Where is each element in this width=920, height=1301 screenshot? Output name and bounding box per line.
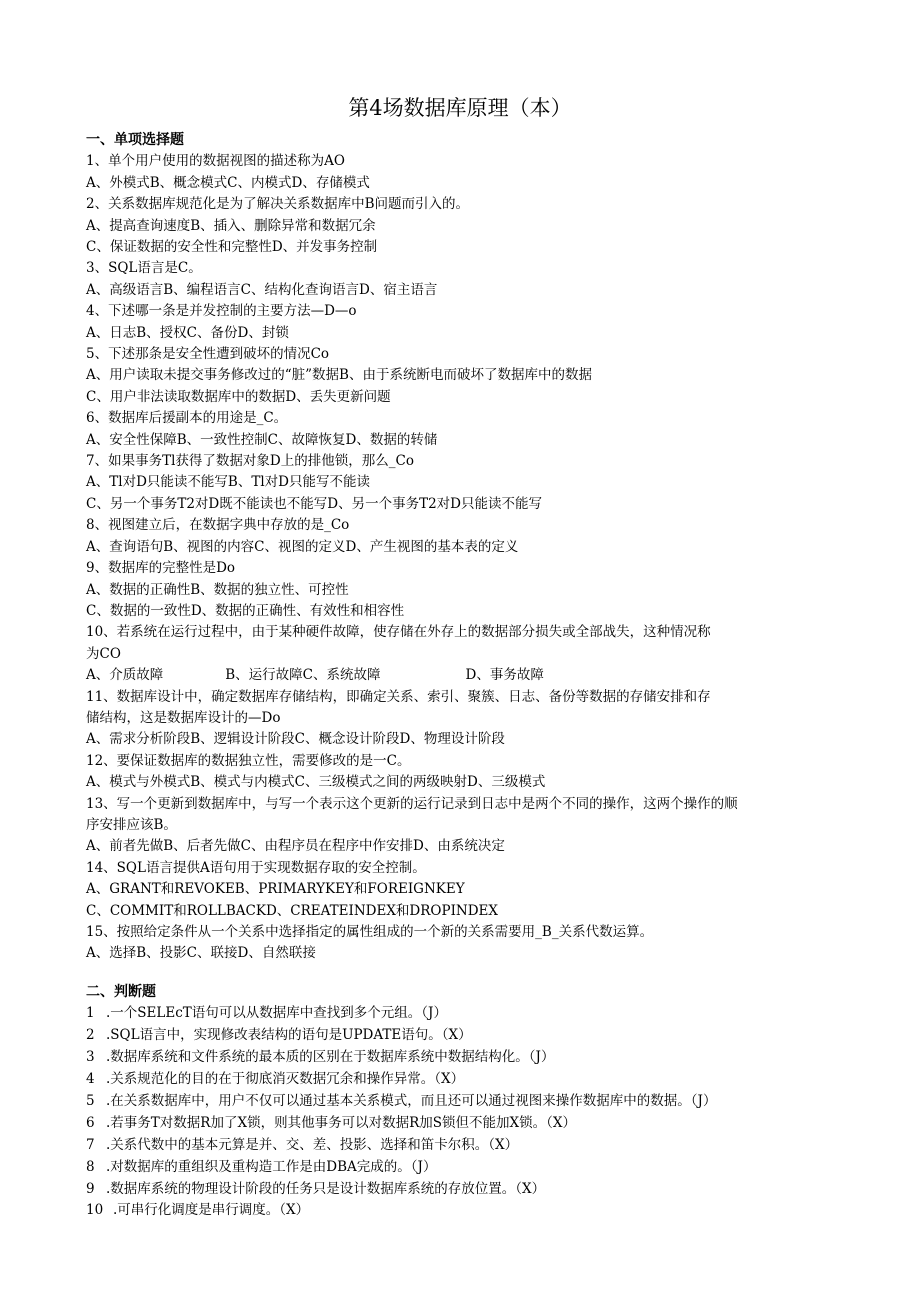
question-text: 1、单个用户使用的数据视图的描述称为AO [86,153,345,170]
question-text: 5、下述那条是安全性遭到破坏的情况Co [86,346,330,363]
judgment-item [86,1135,846,1157]
section-heading: 一、单项选择题 [86,132,184,148]
judgment-item [86,1025,846,1047]
option-a: A、介质故障 [86,667,164,684]
judgment-item [86,1003,846,1025]
judgment-item [86,1047,846,1069]
answer-options: A、用户读取未提交事务修改过的“脏”数据B、由于系统断电而破坏了数据库中的数据 [86,367,592,384]
item-number: 9 [86,1180,95,1197]
answer-options: A、日志B、授权C、备份D、封锁 [86,324,289,341]
item-number: 3 [86,1049,95,1066]
answer-options: A、模式与外模式B、模式与内模式C、三级模式之间的两级映射D、三级模式 [86,774,546,791]
judgment-item [86,1200,846,1222]
option-bc: B、运行故障C、系统故障 [225,667,381,684]
item-number: 7 [86,1136,95,1153]
answer-options: C、用户非法读取数据库中的数据D、丢失更新问题 [86,388,391,405]
question-text: 11、数据库设计中，确定数据库存储结构，即确定关系、索引、聚簇、日志、备份等数据的存储安排和存 [86,688,711,705]
answer-options: A、高级语言B、编程语言C、结构化查询语言D、宿主语言 [86,281,438,298]
item-text: .若事务T对数据R加了X锁，则其他事务可以对数据R加S锁但不能加X锁。（X） [106,1114,576,1131]
section-true-false [86,982,846,1222]
item-number: 1 [86,1005,95,1022]
answer-options: A、外模式B、概念模式C、内模式D、存储模式 [86,174,370,191]
item-number: 10 [86,1202,104,1219]
item-number: 4 [86,1071,95,1088]
answer-options: C、另一个事务T2对D既不能读也不能写D、另一个事务T2对D只能读不能写 [86,495,542,512]
question-text: 为CO [86,645,121,662]
item-number: 6 [86,1114,95,1131]
question-text: 7、如果事务Tl获得了数据对象D上的排他锁，那么_Co [86,453,414,470]
question-text: 15、按照给定条件从一个关系中选择指定的属性组成的一个新的关系需要用_B_关系代数运算。 [86,924,654,941]
question-text: 8、视图建立后，在数据字典中存放的是_Co [86,517,350,534]
judgment-item [86,1179,846,1201]
item-number: 5 [86,1092,95,1109]
judgment-item [86,1091,846,1113]
judgment-item [86,1113,846,1135]
question-text: 3、SQL语言是C。 [86,260,202,277]
answer-options: A、Tl对D只能读不能写B、Tl对D只能写不能读 [86,474,370,491]
document-title: 第4场数据库原理（本） [348,96,572,120]
question-text: 储结构，这是数据库设计的—Do [86,709,281,726]
question-text: 2、关系数据库规范化是为了解决关系数据库中B问题而引入的。 [86,196,470,213]
item-number: 8 [86,1158,95,1175]
item-text: .在关系数据库中，用户不仅可以通过基本关系模式，而且还可以通过视图来操作数据库中的数据。（J） [106,1092,717,1109]
item-text: .可串行化调度是串行调度。（X） [113,1202,310,1219]
answer-options: A、选择B、投影C、联接D、自然联接 [86,945,316,962]
question-text: 13、写一个更新到数据库中，与写一个表示这个更新的运行记录到日志中是两个不同的操作，这两个操作的顺 [86,795,738,812]
item-text: .对数据库的重组织及重构造工作是由DBA完成的。（J） [106,1158,437,1175]
answer-options: C、数据的一致性D、数据的正确性、有效性和相容性 [86,602,405,619]
option-d: D、事务故障 [465,667,544,684]
answer-options: A、数据的正确性B、数据的独立性、可控性 [86,581,349,598]
answer-options: A、安全性保障B、一致性控制C、故障恢复D、数据的转储 [86,431,438,448]
item-text: .数据库系统和文件系统的最本质的区别在于数据库系统中数据结构化。（J） [106,1049,555,1066]
item-text: .一个SELEcT语句可以从数据库中查找到多个元组。（J） [106,1005,447,1022]
item-number: 2 [86,1027,95,1044]
question-text: 10、若系统在运行过程中，由于某种硬件故障，使存储在外存上的数据部分损失或全部战失，这种情况称 [86,624,711,641]
item-text: .关系规范化的目的在于彻底消灭数据冗余和操作异常。（X） [106,1071,465,1088]
section-multiple-choice [86,130,846,965]
question-text: 9、数据库的完整性是Do [86,560,236,577]
question-text: 4、下述哪一条是并发控制的主要方法—D—o [86,303,357,320]
question-text: 14、SQL语言提供A语句用于实现数据存取的安全控制。 [86,859,426,876]
answer-options [86,665,846,686]
item-text: .关系代数中的基本元算是并、交、差、投影、选择和笛卡尔积。（X） [106,1136,519,1153]
question-text: 序安排应该B。 [86,816,177,833]
answer-options: A、GRANT和REVOKEB、PRIMARYKEY和FOREIGNKEY [86,881,465,898]
section-heading: 二、判断题 [86,984,156,1000]
answer-options: C、COMMIT和ROLLBACKD、CREATEINDEX和DROPINDEX [86,902,499,919]
answer-options: A、查询语句B、视图的内容C、视图的定义D、产生视图的基本表的定义 [86,538,519,555]
answer-options: C、保证数据的安全性和完整性D、并发事务控制 [86,239,378,256]
answer-options: A、需求分析阶段B、逻辑设计阶段C、概念设计阶段D、物理设计阶段 [86,731,505,748]
answer-options: A、前者先做B、后者先做C、由程序员在程序中作安排D、由系统决定 [86,838,505,855]
item-text: .数据库系统的物理设计阶段的任务只是设计数据库系统的存放位置。（X） [106,1180,546,1197]
item-text: .SQL语言中，实现修改表结构的语句是UPDATE语句。（X） [106,1027,472,1044]
answer-options: A、提高查询速度B、插入、删除异常和数据冗余 [86,217,376,234]
judgment-item [86,1157,846,1179]
question-text: 6、数据库后援副本的用途是_C。 [86,410,288,427]
judgment-item [86,1069,846,1091]
question-text: 12、要保证数据库的数据独立性，需要修改的是一C。 [86,752,411,769]
